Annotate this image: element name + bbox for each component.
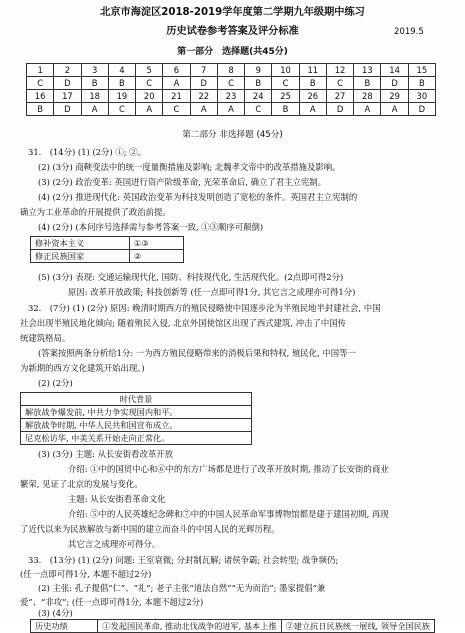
answer-row (27, 103, 436, 116)
answer-cell: D (408, 103, 435, 116)
question-number-cell: 7 (190, 64, 217, 77)
document-date: 2019.5 (394, 27, 424, 37)
answer-cell: C (326, 77, 353, 90)
answer-cell: C (136, 77, 163, 90)
question-number-cell: 26 (299, 90, 326, 103)
answer-line: (2) (3分) 商鞅变法中的统一度量衡措施及影响; 北魏孝文帝中的改革措施及影响。 (38, 162, 341, 172)
question-number-cell: 17 (54, 90, 81, 103)
question-number-cell: 12 (326, 64, 353, 77)
part1-heading: 第一部分 选择题(共45分) (177, 47, 288, 57)
answer-line: 主题: 从长安街看革命文化 (68, 494, 166, 504)
answer-line: (3) (2分) 政治变革: 英国进行资产阶级革命, 光荣革命后, 确立了君主立宪制。 (38, 177, 327, 187)
question-number-row (27, 64, 436, 77)
question-number-cell: 14 (381, 64, 408, 77)
answer-cell: D (190, 77, 217, 90)
answer-cell: D (54, 103, 81, 116)
answer-line: 介绍: ①中的国贸中心和⑥中的东方广场都是进行了改革开放时期, 推动了长安街的商业 (68, 464, 389, 474)
answer-line: 31. (14分) (1) (2分) ①; ②。 (28, 147, 146, 157)
answer-line: 繁荣, 见证了北京的发展与变化。 (20, 479, 143, 489)
table-row (21, 406, 252, 419)
policy-table (30, 236, 184, 263)
answer-cell: C (27, 77, 54, 90)
multiple-choice-answer-table (26, 63, 436, 116)
question-number-cell: 24 (245, 90, 272, 103)
question-number-cell: 15 (408, 64, 435, 77)
question-number-cell: 13 (354, 64, 381, 77)
historical-achievements-table (30, 619, 435, 633)
answer-line: (2) (2分) (38, 378, 73, 388)
question-number-cell: 9 (245, 64, 272, 77)
answer-line: 统建筑格局。 (20, 333, 71, 343)
answer-row (27, 77, 436, 90)
question-number-cell: 29 (381, 90, 408, 103)
question-number-cell: 27 (326, 90, 353, 103)
answer-cell: B (299, 77, 326, 90)
answer-line: (4) (2分) (本问序号选择需与参考答案一致, ①③顺序可颠倒) (38, 222, 264, 232)
answer-cell: B (245, 77, 272, 90)
answer-cell: B (27, 103, 54, 116)
answer-line: 社会出现半殖民地化倾向; 随着殖民入侵, 北京外国使馆区出现了西式建筑, 冲击了中国传 (20, 318, 347, 328)
table-row (21, 419, 252, 432)
document-title: 北京市海淀区2018-2019学年度第二学期九年级期中练习 (100, 7, 365, 18)
table-header: 历史功绩 (31, 620, 98, 633)
answer-line: 33. (13分) (1) (2分) 问题: 王室衰微; 分封制瓦解; 诸侯争霸; 社会转型; 战争频仍; (28, 555, 339, 565)
answer-cell: C (163, 103, 190, 116)
table-cell: 修补资本主义 (31, 237, 130, 250)
answer-line: (答案按照两条分析给1分: 一为西方殖民侵略带来的消极后果和特权, 殖民化, 中国等一 (38, 348, 356, 358)
question-number-cell: 22 (190, 90, 217, 103)
question-number-cell: 19 (108, 90, 135, 103)
answer-line: (4) (2分) 推进现代化: 英国政治变革为科技发明创造了宽松的条件。英国君主立宪制的 (38, 192, 358, 202)
question-number-cell: 23 (217, 90, 244, 103)
question-number-cell: 30 (408, 90, 435, 103)
question-number-cell: 3 (81, 64, 108, 77)
answer-cell: A (190, 103, 217, 116)
table-row (21, 432, 252, 445)
answer-cell: A (381, 103, 408, 116)
table-cell: ①发起国民革命, 推动北伐战争的进军, 基本上推 (98, 620, 281, 633)
question-number-cell: 5 (136, 64, 163, 77)
answer-line: 32. (7分) (1) (2分) 原因: 晚清时期西方的殖民侵略使中国逐步沦为半殖民地半封建社会, 中国 (28, 303, 381, 313)
answer-line: 原因: 改革开放政策; 科技创新等 (任一点即可得1分, 其它言之成理亦可得1分) (68, 287, 356, 297)
answer-cell: B (408, 77, 435, 90)
question-number-cell: 6 (163, 64, 190, 77)
answer-line: (2) 主张: 孔子提倡“仁”、“礼”; 老子主张“道法自然”“无为而治”; 墨家提倡“兼 (38, 583, 326, 593)
table-row (31, 237, 184, 250)
answer-cell: A (217, 103, 244, 116)
table-cell: 尼克松访华, 中美关系开始走向正常化。 (21, 432, 252, 445)
question-number-cell: 28 (354, 90, 381, 103)
answer-line: 确立为工业革命的开展提供了政治前提。 (20, 207, 171, 217)
answer-cell: A (163, 77, 190, 90)
question-number-cell: 8 (217, 64, 244, 77)
answer-cell: B (272, 103, 299, 116)
answer-line: (5) (3分) 表现: 交通运输现代化, 国防、科技现代化, 生活现代化。(2点即可得2分) (38, 272, 344, 282)
question-number-cell: 16 (27, 90, 54, 103)
answer-cell: D (54, 77, 81, 90)
answer-line: 介绍: ⑤中的人民英雄纪念碑和⑦中的中国人民革命军事博物馆都是建于建国初期, 再现 (68, 509, 389, 519)
answer-cell: B (354, 77, 381, 90)
answer-cell: C (272, 77, 299, 90)
answer-cell: C (245, 103, 272, 116)
answer-line: 其它言之成理亦可得分。 (68, 539, 161, 549)
answer-cell: C (217, 77, 244, 90)
answer-cell: A (299, 103, 326, 116)
table-row (31, 250, 184, 263)
question-number-cell: 2 (54, 64, 81, 77)
table-row (31, 620, 435, 633)
era-background-table (20, 392, 252, 445)
answer-cell: B (108, 77, 135, 90)
question-number-cell: 25 (272, 90, 299, 103)
answer-line: (3) (4分) (38, 608, 73, 618)
answer-cell: A (136, 103, 163, 116)
question-number-cell: 4 (108, 64, 135, 77)
document-subtitle: 历史试卷参考答案及评分标准 (166, 26, 299, 37)
table-header: 时代背景 (21, 393, 252, 406)
answer-line: 了近代以来为民族解放与新中国的建立而奋斗的中国人民的光辉历程。 (20, 524, 280, 534)
question-number-cell: 10 (272, 64, 299, 77)
answer-cell: B (81, 77, 108, 90)
answer-cell: D (326, 103, 353, 116)
answer-cell: C (108, 103, 135, 116)
answer-line: (3) (3分) 主题: 从长安街看改革开放 (38, 449, 174, 459)
question-number-row (27, 90, 436, 103)
table-cell: ②建立抗日民族统一展线, 领导全国民族 (281, 620, 434, 633)
table-cell: 修正民族国家 (31, 250, 130, 263)
question-number-cell: 21 (163, 90, 190, 103)
table-cell: ①③ (130, 237, 184, 250)
answer-line: 为新期的西方文化建筑开始出现。) (20, 363, 145, 373)
answer-line: 爱”、“非攻”; (任一点即可得1分, 本题不超过2分) (20, 597, 204, 607)
answer-cell: A (354, 103, 381, 116)
part2-heading: 第二部分 非选择题 (45分) (182, 130, 283, 140)
table-header-row (21, 393, 252, 406)
question-number-cell: 18 (81, 90, 108, 103)
question-number-cell: 1 (27, 64, 54, 77)
question-number-cell: 11 (299, 64, 326, 77)
answer-cell: D (381, 77, 408, 90)
table-cell: 解放战争爆发前, 中共力争实现国内和平。 (21, 406, 252, 419)
answer-cell: A (81, 103, 108, 116)
table-cell: 解放战争时期, 中华人民共和国宣布成立。 (21, 419, 252, 432)
table-cell: ② (130, 250, 184, 263)
answer-line: (任一点即可得1分, 本题不超过2分) (20, 569, 152, 579)
question-number-cell: 20 (136, 90, 163, 103)
